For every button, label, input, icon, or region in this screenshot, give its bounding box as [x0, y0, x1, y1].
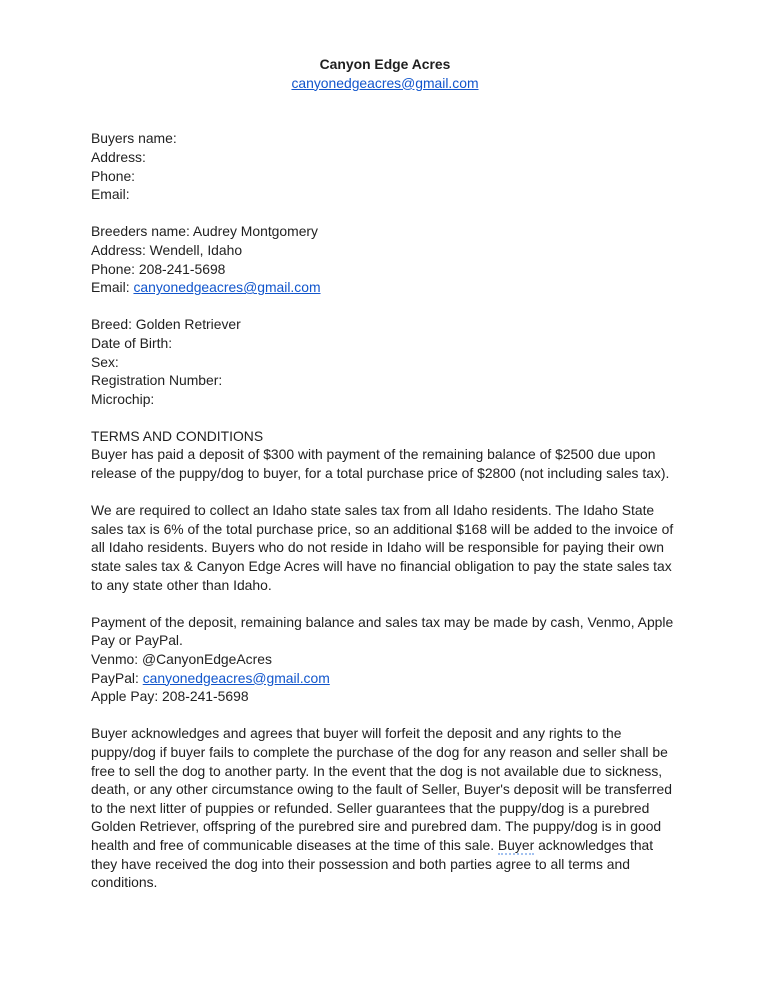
header-email-row	[91, 74, 679, 93]
forfeit-flagged-suffix: acknowledges that	[534, 836, 654, 853]
dog-info-block: Breed: Golden Retriever Date of Birth: Sex: Registration Number: Microchip:	[91, 316, 241, 407]
terms-heading: TERMS AND CONDITIONS	[91, 427, 264, 444]
document-content	[91, 55, 679, 892]
forfeit-lines-after: they have received the dog into their possession and both parties agree to all terms and conditions.	[91, 855, 630, 891]
payment-venmo-line: Venmo: @CanyonEdgeAcres	[91, 651, 272, 667]
document-title: Canyon Edge Acres	[319, 56, 451, 72]
sales-tax-paragraph: We are required to collect an Idaho state sales tax from all Idaho residents. The Idaho State sales tax is 6% of the total purchase price, so an additional $168 will be added to the invoice of all Idaho residents. Buyers who do not reside in Idaho will be responsible for paying their own state sales tax & Canyon Edge Acres will have no financial obligation to pay the state sales tax to any state other than Idaho.	[91, 502, 674, 593]
breeder-info-lines: Breeders name: Audrey Montgomery Address: Wendell, Idaho Phone: 208-241-5698	[91, 223, 318, 277]
breeder-email-line	[91, 278, 679, 297]
payment-intro: Payment of the deposit, remaining balance and sales tax may be made by cash, Venmo, Apple Pay or PayPal.	[91, 613, 674, 649]
terms-deposit-paragraph: Buyer has paid a deposit of $300 with payment of the remaining balance of $2500 due upon release of the puppy/dog to buyer, for a total purchase price of $2800 (not including sales tax).	[91, 446, 670, 482]
header-email-link[interactable]: canyonedgeacres@gmail.com	[291, 74, 479, 91]
payment-applepay-line: Apple Pay: 208-241-5698	[91, 688, 249, 705]
forfeit-paragraph	[91, 724, 679, 891]
breeder-email-label: Email:	[91, 279, 134, 296]
forfeit-flagged-prefix: health and free of communicable diseases at the time of this sale.	[91, 836, 498, 853]
payment-paypal-line	[91, 669, 679, 688]
breeder-info-block	[91, 222, 679, 296]
buyer-info-block: Buyers name: Address: Phone: Email:	[91, 130, 177, 203]
paypal-label: PayPal:	[91, 669, 143, 686]
payment-block	[91, 613, 679, 706]
spellcheck-flagged-word[interactable]: Buyer	[497, 836, 535, 853]
document-header	[91, 55, 679, 92]
breeder-email-link[interactable]: canyonedgeacres@gmail.com	[133, 279, 321, 296]
forfeit-flagged-line	[91, 836, 679, 855]
forfeit-lines-before: Buyer acknowledges and agrees that buyer will forfeit the deposit and any rights to the puppy/dog if buyer fails to complete the purchase of the dog for any reason and seller shall be free to sell the dog to another party. In the event that the dog is not available due to sickness, death, or any other circumstance owing to the fault of Seller, Buyer's deposit will be transferred to the next litter of puppies or refunded. Seller guarantees that the puppy/dog is a purebred Golden Retriever, offspring of the purebred sire and purebred dam. The puppy/dog is in good	[91, 725, 672, 835]
paypal-email-link[interactable]: canyonedgeacres@gmail.com	[142, 669, 330, 686]
terms-block	[91, 427, 679, 483]
